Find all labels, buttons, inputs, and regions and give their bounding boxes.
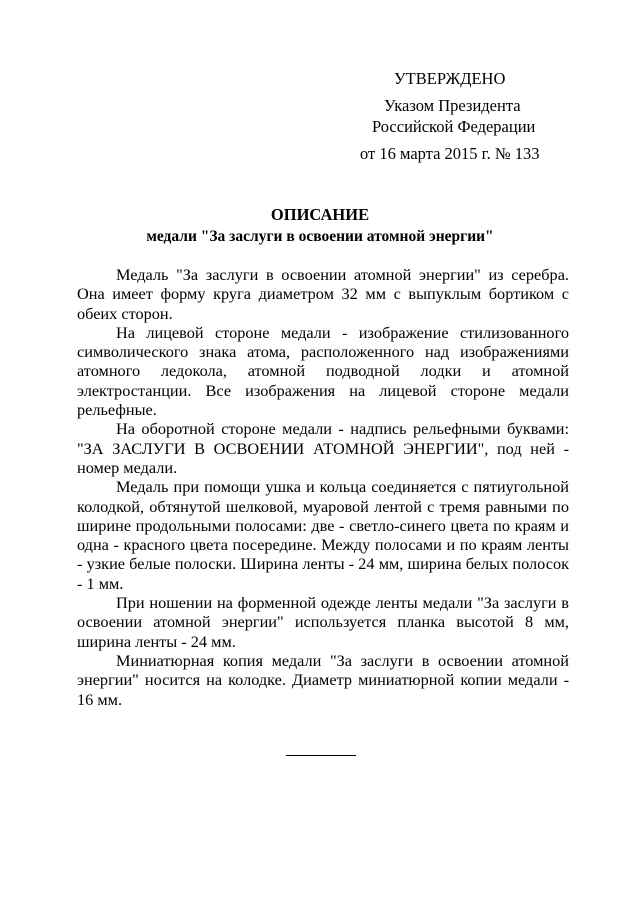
body-paragraph: Медаль при помощи ушка и кольца соединяется с пятиугольной колодкой, обтянутой шелковой, муаровой лентой с тремя равными по ширине продольными полосами: две - светло-синего цвета по краям и одна - красного цвета посередине. Между полосами и по краям ленты - узкие белые полоски. Ширина ленты - 24 мм, ширина белых полосок - 1 мм. [77,477,569,593]
body-paragraph: При ношении на форменной одежде ленты медали "За заслуги в освоении атомной энергии" используется планка высотой 8 мм, ширина ленты - 24 мм. [77,593,569,651]
approval-date-number: от 16 марта 2015 г. № 133 [360,144,540,163]
body-paragraph: Миниатюрная копия медали "За заслуги в освоении атомной энергии" носится на колодке. Диаметр миниатюрной копии медали - 16 мм. [77,650,569,709]
body-paragraph: Медаль "За заслуги в освоении атомной энергии" из серебра. Она имеет форму круга диаметром 32 мм с выпуклым бортиком с обеих сторон. [77,265,569,323]
document-subtitle: медали "За заслуги в освоении атомной энергии" [146,228,494,245]
approval-issuer-line1: Указом Президента [384,96,521,115]
document-body [77,265,569,709]
approval-heading: УТВЕРЖДЕНО [394,69,506,88]
document-title: ОПИСАНИЕ [270,205,370,224]
body-paragraph: На лицевой стороне медали - изображение стилизованного символического знака атома, расположенного над изображениями атомного ледокола, атомной подводной лодки и атомной электростанции. Все изображения на лицевой стороне медали рельефные. [77,322,569,420]
end-divider-line [286,755,356,756]
approval-issuer-line2: Российской Федерации [372,117,536,136]
body-paragraph: На оборотной стороне медали - надпись рельефными буквами: "ЗА ЗАСЛУГИ В ОСВОЕНИИ АТОМНОЙ ЭНЕРГИИ", под ней - номер медали. [77,419,569,477]
